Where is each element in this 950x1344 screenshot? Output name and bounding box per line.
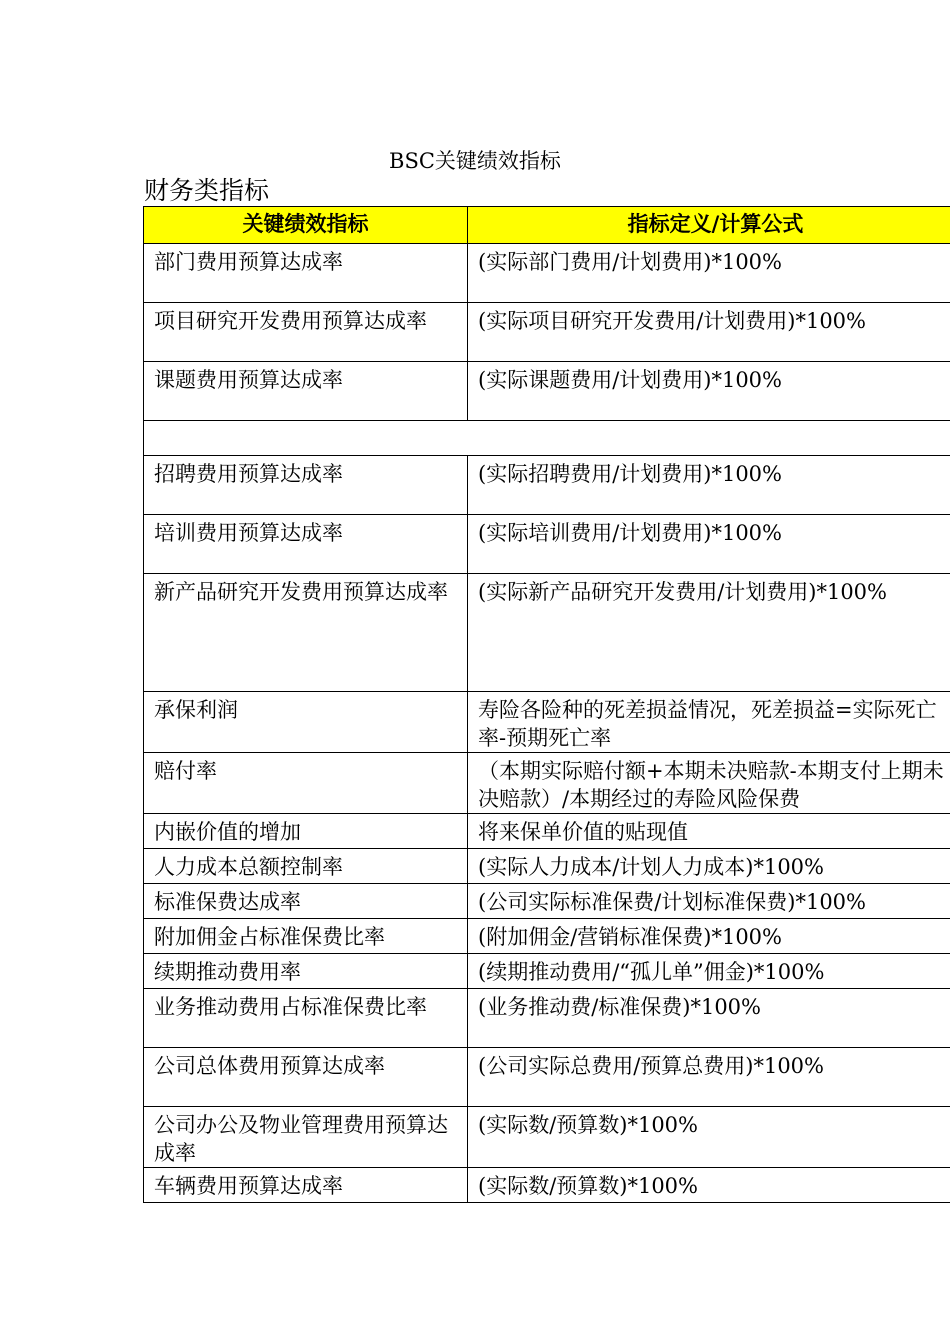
table-header-row	[144, 207, 950, 244]
table-row	[144, 456, 950, 515]
formula-cell: (实际培训费用/计划费用)*100%	[468, 515, 950, 574]
table-row	[144, 574, 950, 692]
table-row	[144, 1168, 950, 1203]
header-kpi: 关键绩效指标	[144, 207, 468, 244]
kpi-cell: 公司办公及物业管理费用预算达成率	[144, 1107, 468, 1168]
table-row	[144, 303, 950, 362]
formula-cell: (实际项目研究开发费用/计划费用)*100%	[468, 303, 950, 362]
formula-cell: (实际数/预算数)*100%	[468, 1168, 950, 1203]
table-row	[144, 849, 950, 884]
formula-cell: (实际部门费用/计划费用)*100%	[468, 244, 950, 303]
kpi-cell: 车辆费用预算达成率	[144, 1168, 468, 1203]
formula-cell: (业务推动费/标准保费)*100%	[468, 989, 950, 1048]
formula-cell: （本期实际赔付额+本期未决赔款-本期支付上期未决赔款）/本期经过的寿险风险保费	[468, 753, 950, 814]
kpi-cell: 公司总体费用预算达成率	[144, 1048, 468, 1107]
formula-cell: 寿险各险种的死差损益情况，死差损益=实际死亡率-预期死亡率	[468, 692, 950, 753]
kpi-cell: 项目研究开发费用预算达成率	[144, 303, 468, 362]
kpi-cell: 内嵌价值的增加	[144, 814, 468, 849]
kpi-cell: 赔付率	[144, 753, 468, 814]
table-row	[144, 989, 950, 1048]
formula-cell: (公司实际标准保费/计划标准保费)*100%	[468, 884, 950, 919]
empty-cell	[144, 421, 950, 456]
formula-cell: (续期推动费用/“孤儿单”佣金)*100%	[468, 954, 950, 989]
table-row	[144, 1048, 950, 1107]
formula-cell: (实际数/预算数)*100%	[468, 1107, 950, 1168]
formula-cell: (实际课题费用/计划费用)*100%	[468, 362, 950, 421]
table-row	[144, 692, 950, 753]
table-row	[144, 884, 950, 919]
header-formula: 指标定义/计算公式	[468, 207, 950, 244]
kpi-cell: 业务推动费用占标准保费比率	[144, 989, 468, 1048]
table-row-empty	[144, 421, 950, 456]
table-row	[144, 954, 950, 989]
table-row	[144, 1107, 950, 1168]
formula-cell: 将来保单价值的贴现值	[468, 814, 950, 849]
table-row	[144, 753, 950, 814]
kpi-cell: 承保利润	[144, 692, 468, 753]
document-title: BSC关键绩效指标	[389, 149, 561, 173]
formula-cell: (公司实际总费用/预算总费用)*100%	[468, 1048, 950, 1107]
section-title: 财务类指标	[144, 176, 270, 205]
table-row	[144, 814, 950, 849]
formula-cell: (实际新产品研究开发费用/计划费用)*100%	[468, 574, 950, 692]
kpi-cell: 人力成本总额控制率	[144, 849, 468, 884]
kpi-cell: 附加佣金占标准保费比率	[144, 919, 468, 954]
kpi-table	[143, 206, 950, 1203]
kpi-cell: 续期推动费用率	[144, 954, 468, 989]
kpi-cell: 课题费用预算达成率	[144, 362, 468, 421]
kpi-cell: 标准保费达成率	[144, 884, 468, 919]
table-row	[144, 244, 950, 303]
kpi-cell: 部门费用预算达成率	[144, 244, 468, 303]
formula-cell: (附加佣金/营销标准保费)*100%	[468, 919, 950, 954]
table-row	[144, 919, 950, 954]
kpi-cell: 培训费用预算达成率	[144, 515, 468, 574]
kpi-cell: 招聘费用预算达成率	[144, 456, 468, 515]
table-row	[144, 515, 950, 574]
formula-cell: (实际人力成本/计划人力成本)*100%	[468, 849, 950, 884]
formula-cell: (实际招聘费用/计划费用)*100%	[468, 456, 950, 515]
kpi-cell: 新产品研究开发费用预算达成率	[144, 574, 468, 692]
table-row	[144, 362, 950, 421]
